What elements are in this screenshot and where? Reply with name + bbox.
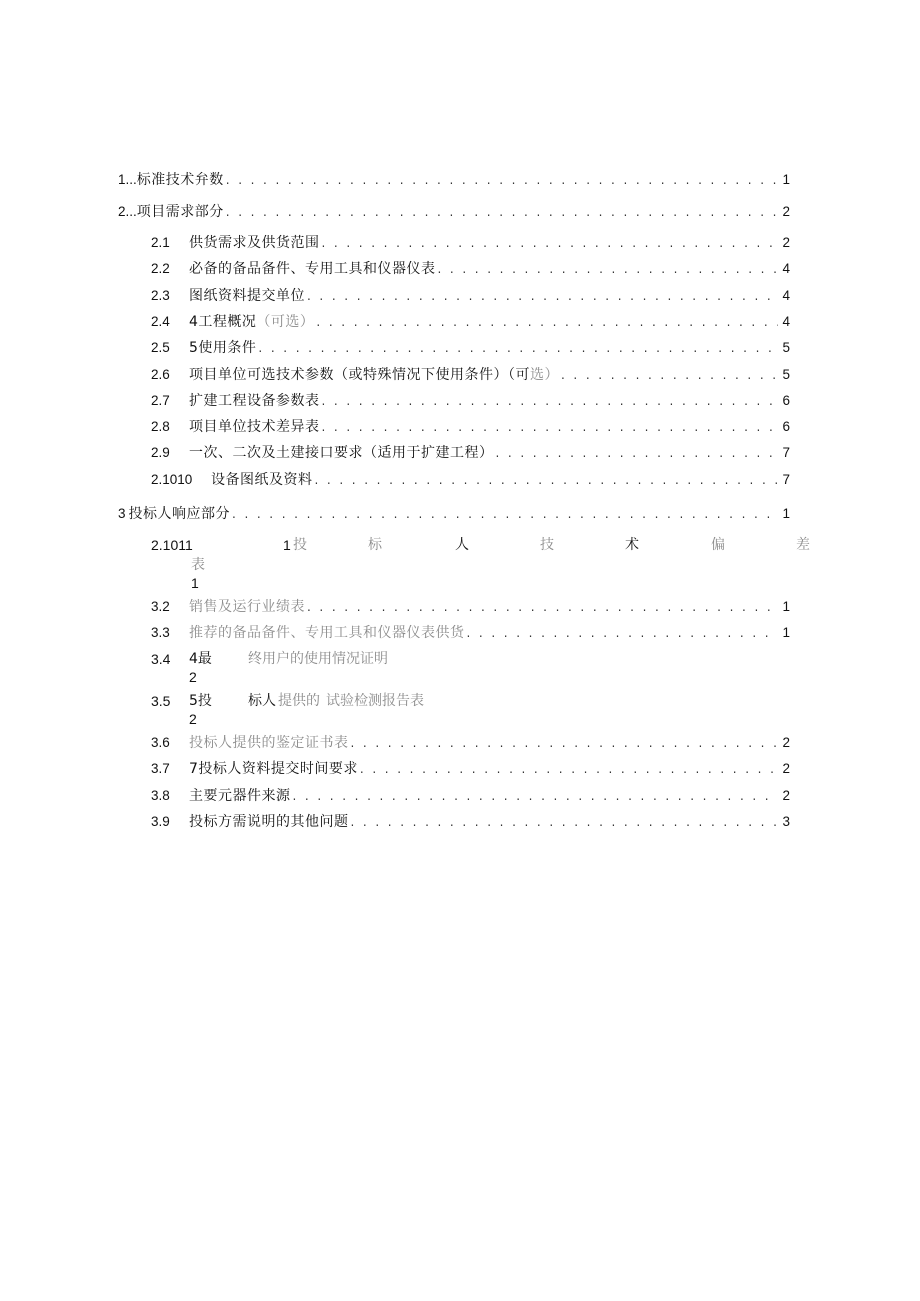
toc-title-optional: 选） — [530, 367, 559, 383]
toc-title: 项目需求部分 — [136, 204, 224, 220]
toc-title-wrap: 表 — [191, 557, 205, 573]
toc-leader — [360, 758, 778, 780]
toc-page: 1 — [782, 599, 790, 614]
toc-title-char: 偏 — [711, 537, 725, 553]
toc-page: 6 — [782, 419, 790, 434]
toc-page: 2 — [782, 735, 790, 750]
toc-entry-2-4[interactable] — [151, 311, 790, 333]
toc-entry-2[interactable] — [118, 201, 790, 223]
toc-title: 销售及运行业绩表 — [189, 599, 305, 615]
toc-title: 必备的备品备件、专用工具和仪器仪表 — [189, 261, 436, 277]
toc-title-char: 人 — [455, 537, 469, 553]
toc-entry-2-7[interactable] — [151, 390, 790, 412]
toc-leader — [226, 169, 778, 191]
toc-title-part: 5投 — [189, 693, 212, 709]
toc-number: 2.7 — [151, 393, 170, 408]
toc-page: 2 — [782, 204, 790, 219]
toc-title-part: 试验检测报告表 — [326, 693, 424, 709]
toc-entry-3-2[interactable] — [151, 596, 790, 618]
toc-title-char: 标 — [368, 537, 382, 553]
toc-leader — [226, 201, 778, 223]
toc-page: 4 — [782, 261, 790, 276]
toc-entry-3-8[interactable] — [151, 785, 790, 807]
toc-title-char: 术 — [625, 537, 639, 553]
toc-page: 5 — [782, 340, 790, 355]
toc-number: 3 — [118, 506, 126, 521]
toc-page: 7 — [782, 472, 790, 487]
toc-title: 图纸资料提交单位 — [189, 288, 305, 304]
toc-page: 1 — [782, 506, 790, 521]
toc-leader — [307, 285, 778, 307]
toc-number: 2.8 — [151, 419, 170, 434]
toc-title: 项目单位技术差异表 — [189, 419, 320, 435]
toc-leader — [496, 442, 779, 464]
toc-page: 2 — [189, 669, 197, 685]
toc-number: 2.3 — [151, 288, 170, 303]
toc-page: 1 — [782, 625, 790, 640]
toc-entry-2-6[interactable] — [151, 364, 790, 386]
toc-title: 标准技术弁数 — [136, 172, 224, 188]
toc-number: 1... — [118, 172, 137, 187]
toc-title: 一次、二次及土建接口要求（适用于扩建工程） — [189, 445, 494, 461]
toc-title-part: 终用户的使用情况证明 — [248, 651, 388, 667]
toc-number: 2.9 — [151, 445, 170, 460]
toc-entry-3-3[interactable] — [151, 622, 790, 644]
toc-page: 7 — [782, 445, 790, 460]
toc-number: 3.4 — [151, 651, 171, 667]
toc-entry-2-2[interactable] — [151, 258, 790, 280]
toc-page: 4 — [782, 314, 790, 329]
toc-page: 6 — [782, 393, 790, 408]
toc-number: 2.6 — [151, 367, 170, 382]
toc-number: 2... — [118, 204, 137, 219]
toc-title: 投标人响应部分 — [128, 506, 231, 522]
toc-entry-3-9[interactable] — [151, 811, 790, 833]
toc-entry-2-8[interactable] — [151, 416, 790, 438]
toc-page: 3 — [782, 814, 790, 829]
toc-leader — [351, 732, 779, 754]
toc-page: 2 — [782, 235, 790, 250]
toc-number: 3.8 — [151, 788, 170, 803]
toc-leader — [307, 596, 778, 618]
toc-leader — [316, 311, 778, 333]
toc-entry-2-3[interactable] — [151, 285, 790, 307]
toc-leader — [322, 416, 779, 438]
toc-title: 投标方需说明的其他问题 — [189, 814, 349, 830]
toc-leader — [293, 785, 779, 807]
toc-page: 5 — [782, 367, 790, 382]
toc-number: 2.5 — [151, 340, 170, 355]
toc-entry-2-5[interactable] — [151, 337, 790, 359]
toc-page: 4 — [782, 288, 790, 303]
toc-title: 推荐的备品备件、专用工具和仪器仪表供货 — [189, 625, 465, 641]
toc-number: 3.5 — [151, 693, 171, 709]
toc-title: 供货需求及供货范围 — [189, 235, 320, 251]
toc-number: 2.4 — [151, 314, 170, 329]
toc-entry-3-6[interactable] — [151, 732, 790, 754]
toc-number: 2.2 — [151, 261, 170, 276]
toc-lead-number: 1 — [283, 537, 291, 553]
toc-leader — [561, 364, 778, 386]
toc-title: 设备图纸及资料 — [211, 472, 313, 488]
toc-entry-2-10[interactable] — [151, 469, 790, 491]
toc-page: 2 — [189, 711, 197, 727]
toc-leader — [322, 390, 779, 412]
toc-leader — [232, 503, 778, 525]
toc-title: 4工程概况 — [189, 314, 257, 330]
toc-title: 项目单位可选技术参数（或特殊情况下使用条件）（可 — [189, 367, 530, 383]
toc-leader — [315, 469, 779, 491]
toc-leader — [258, 337, 778, 359]
toc-number: 3.6 — [151, 735, 170, 750]
toc-number: 3.7 — [151, 761, 170, 776]
toc-title-part: 标人 — [248, 693, 276, 709]
toc-title: 投标人提供的鉴定证书表 — [189, 735, 349, 751]
toc-title-char: 差 — [796, 537, 810, 553]
toc-title: 5使用条件 — [189, 340, 257, 356]
toc-leader — [322, 232, 779, 254]
toc-leader — [351, 811, 779, 833]
toc-title: 主要元器件来源 — [189, 788, 291, 804]
toc-number: 3.3 — [151, 625, 170, 640]
toc-title-part: 4最 — [189, 651, 212, 667]
toc-entry-2-9[interactable] — [151, 442, 790, 464]
toc-page: 2 — [782, 788, 790, 803]
toc-number: 2.1 — [151, 235, 170, 250]
toc-title-part: 提供的 — [278, 693, 320, 709]
toc-entry-2-1[interactable] — [151, 232, 790, 254]
toc-title-char: 投 — [293, 537, 307, 553]
toc-page: 2 — [782, 761, 790, 776]
toc-number: 2.1011 — [151, 537, 193, 553]
toc-title-optional: （可选） — [256, 314, 315, 330]
toc-title: 扩建工程设备参数表 — [189, 393, 320, 409]
toc-title-char: 技 — [540, 537, 554, 553]
toc-leader — [467, 622, 779, 644]
toc-entry-3[interactable] — [118, 503, 790, 525]
toc-number: 2.1010 — [151, 472, 193, 487]
toc-page: 1 — [782, 172, 790, 187]
toc-number: 3.2 — [151, 599, 170, 614]
toc-title: 7投标人资料提交时间要求 — [189, 761, 358, 777]
toc-page: 1 — [191, 575, 199, 591]
toc-number: 3.9 — [151, 814, 170, 829]
toc-entry-1[interactable] — [118, 169, 790, 191]
toc-leader — [438, 258, 779, 280]
toc-entry-3-7[interactable] — [151, 758, 790, 780]
